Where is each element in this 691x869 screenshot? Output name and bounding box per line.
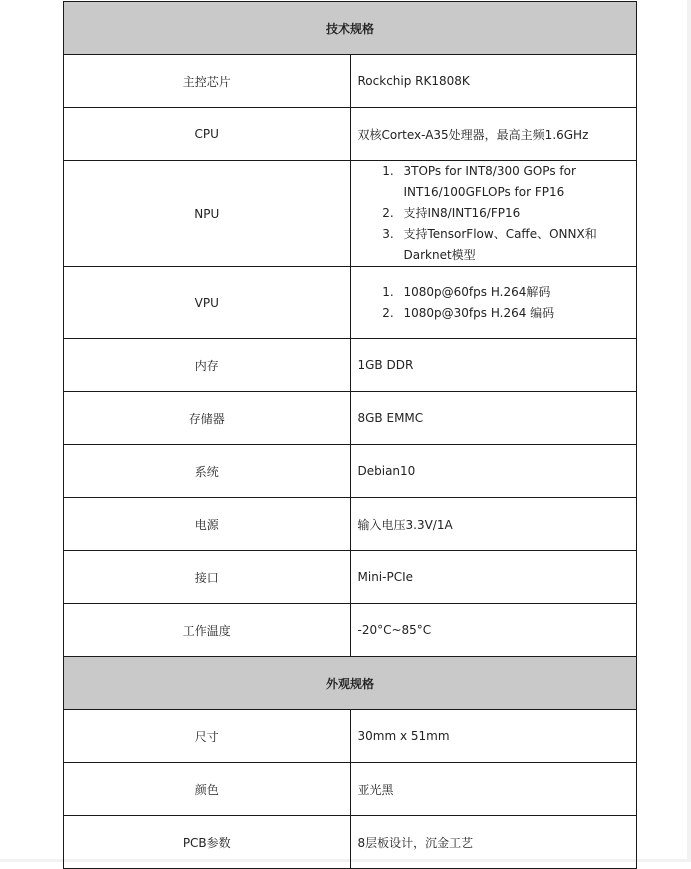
- spec-value-cpu: 双核Cortex-A35处理器，最高主频1.6GHz: [350, 108, 637, 161]
- spec-value-power: 输入电压3.3V/1A: [350, 498, 637, 551]
- spec-label-soc: 主控芯片: [64, 55, 351, 108]
- appearance-spec-header: 外观规格: [64, 657, 637, 710]
- tech-spec-header: 技术规格: [64, 2, 637, 55]
- table-row: [64, 551, 637, 604]
- table-row: [64, 267, 637, 339]
- table-row: [64, 55, 637, 108]
- spec-value-interface: Mini-PCIe: [350, 551, 637, 604]
- spec-label-color: 颜色: [64, 763, 351, 816]
- spec-label-cpu: CPU: [64, 108, 351, 161]
- spec-value-color: 亚光黑: [350, 763, 637, 816]
- table-row: [64, 498, 637, 551]
- list-item: 3. 支持TensorFlow、Caffe、ONNX和Darknet模型: [398, 224, 637, 266]
- spec-label-npu: NPU: [64, 161, 351, 267]
- spec-value-soc: Rockchip RK1808K: [350, 55, 637, 108]
- table-row: [64, 710, 637, 763]
- spec-label-vpu: VPU: [64, 267, 351, 339]
- list-item: 1. 3TOPs for INT8/300 GOPs for INT16/100GFLOPs for FP16: [398, 161, 637, 203]
- spec-label-storage: 存储器: [64, 392, 351, 445]
- list-item: 2. 1080p@30fps H.264 编码: [398, 303, 637, 324]
- table-row: [64, 392, 637, 445]
- table-row: [64, 604, 637, 657]
- spec-value-pcb: 8层板设计，沉金工艺: [350, 816, 637, 869]
- spec-value-storage: 8GB EMMC: [350, 392, 637, 445]
- spec-label-os: 系统: [64, 445, 351, 498]
- spec-value-temperature: -20°C~85°C: [350, 604, 637, 657]
- page-scroll-edge: [687, 0, 691, 862]
- spec-value-memory: 1GB DDR: [350, 339, 637, 392]
- spec-value-size: 30mm x 51mm: [350, 710, 637, 763]
- table-row: [64, 445, 637, 498]
- spec-label-memory: 内存: [64, 339, 351, 392]
- spec-value-npu: [350, 161, 637, 267]
- table-row: [64, 108, 637, 161]
- spec-value-os: Debian10: [350, 445, 637, 498]
- table-row: [64, 816, 637, 869]
- spec-label-size: 尺寸: [64, 710, 351, 763]
- spec-label-temperature: 工作温度: [64, 604, 351, 657]
- spec-table: [63, 1, 637, 869]
- npu-feature-list: [358, 161, 637, 266]
- list-item: 2. 支持IN8/INT16/FP16: [398, 203, 637, 224]
- spec-label-interface: 接口: [64, 551, 351, 604]
- spec-label-power: 电源: [64, 498, 351, 551]
- spec-label-pcb: PCB参数: [64, 816, 351, 869]
- table-row: [64, 763, 637, 816]
- spec-value-vpu: [350, 267, 637, 339]
- table-row: [64, 339, 637, 392]
- list-item: 1. 1080p@60fps H.264解码: [398, 282, 637, 303]
- table-row: [64, 161, 637, 267]
- vpu-feature-list: [358, 282, 637, 324]
